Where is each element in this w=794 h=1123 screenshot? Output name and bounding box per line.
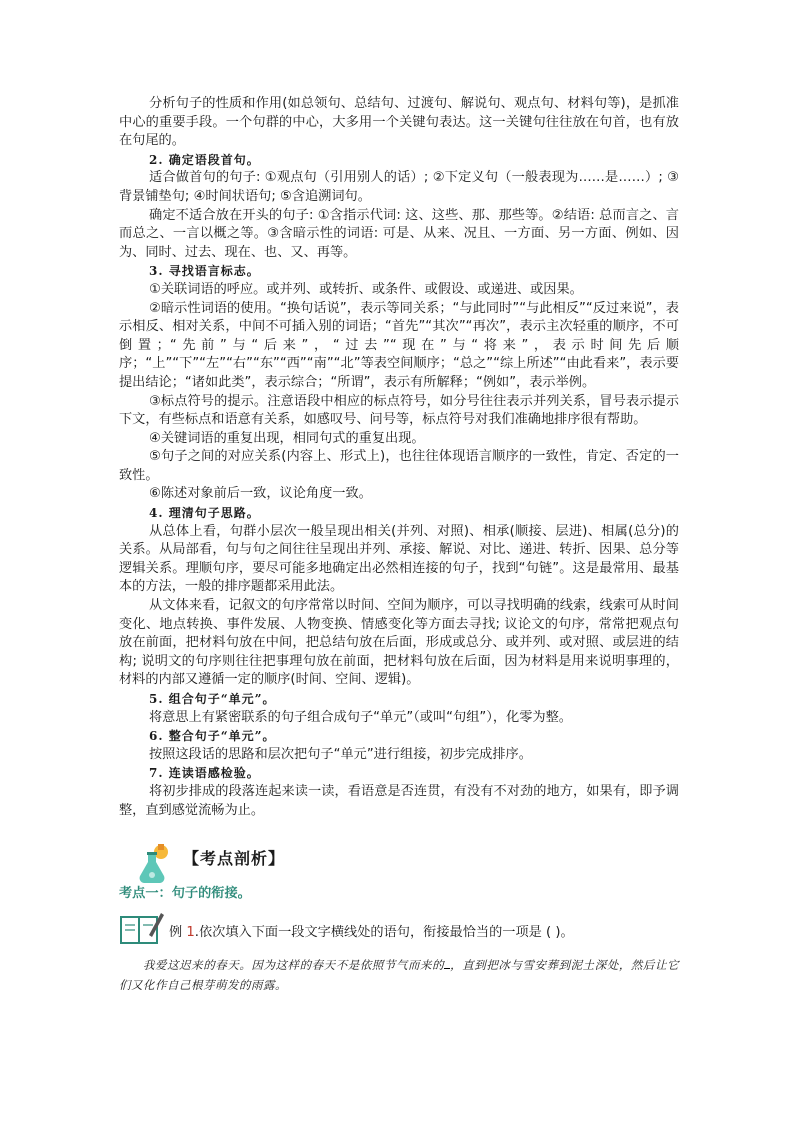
- passage-after: ，直到把冰与雪安葬到泥土深处，然后让它们又化作自己根芽萌发的雨露。: [119, 958, 680, 993]
- example-label: 例: [169, 925, 187, 941]
- section-header: [119, 842, 679, 878]
- section-title: 【考点剖析】: [183, 849, 286, 869]
- heading-6: 6. 整合句子“单元”。: [149, 729, 276, 744]
- heading-4: 4. 理清句子思路。: [149, 506, 260, 521]
- heading-2: 2. 确定语段首句。: [149, 152, 260, 167]
- paragraph-6: 按照这段话的思路和层次把句子“单元”进行组接，初步完成排序。: [149, 746, 532, 762]
- heading-7: 7. 连读语感检验。: [149, 766, 260, 781]
- document-page: [119, 95, 679, 995]
- example-question: [169, 921, 574, 940]
- flask-icon: [131, 842, 177, 888]
- heading-3: 3. 寻找语言标志。: [149, 264, 260, 279]
- example-number: 1: [186, 925, 195, 941]
- paragraph-intro: 分析句子的性质和作用(如总领句、总结句、过渡句、解说句、观点句、材料句等)，是抓准中心的重要手段。一个句群的中心，大多用一个关键句表达。这一关键句往往放在句首，也有放在句尾的。: [119, 96, 679, 149]
- paragraph-2a: 适合做首句的句子: ①观点句（引用别人的话）; ②下定义句（一般表现为……是……）; ③背景铺垫句; ④时间状语句; ⑤含追溯词句。: [119, 170, 679, 204]
- paragraph-4a: 从总体上看，句群小层次一般呈现出相关(并列、对照)、相承(顺接、层进)、相属(总分)的关系。从局部看，句与句之间往往呈现出并列、承接、解说、对比、递进、转折、因果、总分等逻辑关系。理顺句序，要尽可能多地确定出必然相连接的句子，找到“句链”。这是最常用、最基本的方法，一般的排序题都采用此法。: [119, 523, 679, 595]
- paragraph-3d: ④关键词语的重复出现，相同句式的重复出现。: [149, 430, 425, 446]
- paragraph-3a: ①关联词语的呼应。或并列、或转折、或条件、或假设、或递进、或因果。: [149, 281, 583, 297]
- heading-5: 5. 组合句子“单元”。: [149, 692, 276, 706]
- paragraph-5: 将意思上有紧密联系的句子组合成句子“单元”（或叫“句组”），化零为整。: [149, 709, 572, 725]
- paragraph-4b: 从文体来看，记叙文的句序常常以时间、空间为顺序，可以寻找明确的线索，线索可从时间变化、地点转换、事件发展、人物变换、情感变化等方面去寻找; 议论文的句序，常常把观点句放在前面，把材料句放在中间，把总结句放在后面，形成或总分、或并列、或对照、或层进的结构; 说明文的句序则往往把事理句放在前面，把材料句放在后面，因为材料是用来说明事理的，材料的内部又遵循一定的顺序(时间、空间、逻辑)。: [119, 598, 679, 688]
- passage-before: 我爱这迟来的春天。因为这样的春天不是依照节气而来的: [143, 958, 445, 973]
- example-block: [119, 911, 679, 947]
- book-pencil-icon: [119, 911, 165, 945]
- passage: [119, 955, 679, 995]
- paragraph-3f: ⑥陈述对象前后一致，议论角度一致。: [149, 486, 372, 502]
- paragraph-3c: ③标点符号的提示。注意语段中相应的标点符号，如分号往往表示并列关系，冒号表示提示下文，有些标点和语意有关系，如感叹号、问号等，标点符号对我们准确地排序很有帮助。: [119, 393, 679, 428]
- example-prompt: .依次填入下面一段文字横线处的语句，衔接最恰当的一项是 ( )。: [194, 925, 574, 941]
- paragraph-3e: ⑤句子之间的对应关系(内容上、形式上)，也往往体现语言顺序的一致性，肯定、否定的一致性。: [119, 449, 679, 483]
- kaodian-label: 考点一：句子的衔接。: [119, 886, 251, 902]
- paragraph-2b: 确定不适合放在开头的句子: ①含指示代词: 这、这些、那、那些等。②结语: 总而言之、言而总之、一言以概之等。③含暗示性的词语: 可是、从来、况且、一方面、另一方面、例如、因为、同时、过去、现在、也、又、再等。: [119, 207, 679, 260]
- paragraph-7: 将初步排成的段落连起来读一读，看语意是否连贯，有没有不对劲的地方，如果有，即予调整，直到感觉流畅为止。: [119, 783, 679, 818]
- paragraph-3b: ②暗示性词语的使用。“换句话说”，表示等同关系；“与此同时”“与此相反”“反过来说”，表示相反、相对关系，中间不可插入别的词语；“首先”“其次”“再次”，表示主次轻重的顺序，不可倒置；“先前”与“后来”，“过去”“现在”与“将来”，表示时间先后顺序；“上”“下”“左”“右”“东”“西”“南”“北”等表空间顺序；“总之”“综上所述”“由此看来”，表示要提出结论；“诸如此类”，表示综合；“所谓”，表示有所解释；“例如”，表示举例。: [119, 300, 679, 390]
